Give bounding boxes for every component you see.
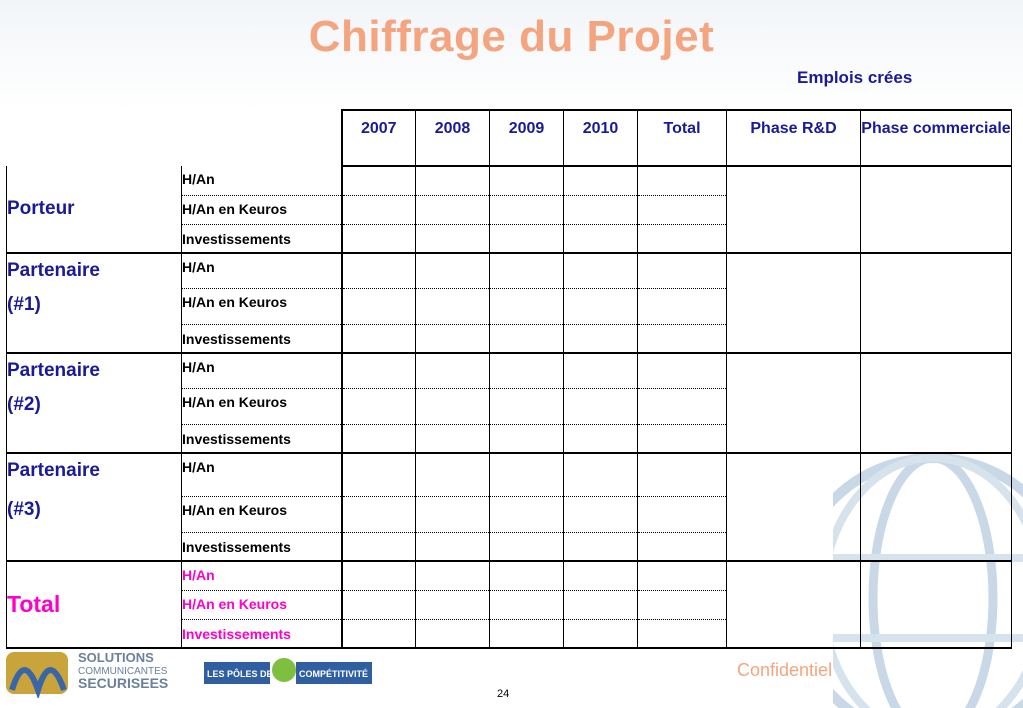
- row-label: Investissements: [182, 424, 342, 453]
- row-label: H/An: [182, 253, 342, 288]
- value-cell[interactable]: [490, 195, 564, 224]
- value-cell[interactable]: [490, 453, 564, 496]
- value-cell[interactable]: [416, 353, 490, 388]
- row-label: Investissements: [182, 619, 342, 648]
- group-label-text: Partenaire: [7, 460, 100, 481]
- group-label: [7, 253, 182, 353]
- value-cell[interactable]: [564, 288, 638, 324]
- value-cell[interactable]: [490, 353, 564, 388]
- value-cell[interactable]: [490, 532, 564, 561]
- table-row: [7, 166, 1012, 195]
- phase-commerciale-cell[interactable]: [861, 561, 1012, 648]
- row-label: Investissements: [182, 224, 342, 253]
- value-cell[interactable]: [490, 619, 564, 648]
- value-cell[interactable]: [342, 195, 416, 224]
- value-cell[interactable]: [638, 195, 727, 224]
- logo1-line-2: COMMUNICANTES: [78, 666, 168, 677]
- value-cell[interactable]: [490, 166, 564, 195]
- value-cell[interactable]: [416, 496, 490, 532]
- value-cell[interactable]: [416, 532, 490, 561]
- value-cell[interactable]: [638, 253, 727, 288]
- value-cell[interactable]: [638, 224, 727, 253]
- row-label: Investissements: [182, 532, 342, 561]
- group-label-text: Partenaire: [7, 360, 100, 381]
- table-row: [7, 253, 1012, 288]
- value-cell[interactable]: [342, 166, 416, 195]
- group-label: [7, 453, 182, 561]
- group-label-text: Total: [7, 591, 61, 617]
- value-cell[interactable]: [416, 619, 490, 648]
- value-cell[interactable]: [490, 561, 564, 590]
- value-cell[interactable]: [490, 324, 564, 353]
- column-header: Phase R&D: [727, 110, 861, 166]
- phase-rd-cell[interactable]: [727, 166, 861, 253]
- column-header: 2007: [342, 110, 416, 166]
- value-cell[interactable]: [342, 224, 416, 253]
- value-cell[interactable]: [490, 253, 564, 288]
- group-label: [7, 353, 182, 453]
- value-cell[interactable]: [416, 288, 490, 324]
- value-cell[interactable]: [638, 532, 727, 561]
- row-label: H/An: [182, 453, 342, 496]
- value-cell[interactable]: [564, 324, 638, 353]
- value-cell[interactable]: [564, 224, 638, 253]
- column-header: Phase commerciale: [861, 110, 1012, 166]
- value-cell[interactable]: [564, 195, 638, 224]
- logo1-line-1: SOLUTIONS: [78, 650, 154, 665]
- value-cell[interactable]: [638, 324, 727, 353]
- value-cell[interactable]: [564, 253, 638, 288]
- value-cell[interactable]: [416, 166, 490, 195]
- value-cell[interactable]: [490, 590, 564, 619]
- value-cell[interactable]: [342, 324, 416, 353]
- value-cell[interactable]: [638, 496, 727, 532]
- value-cell[interactable]: [490, 224, 564, 253]
- group-label: [7, 166, 182, 253]
- phase-rd-cell[interactable]: [727, 561, 861, 648]
- column-header: Total: [638, 110, 727, 166]
- value-cell[interactable]: [342, 561, 416, 590]
- value-cell[interactable]: [342, 288, 416, 324]
- value-cell[interactable]: [564, 353, 638, 388]
- value-cell[interactable]: [638, 590, 727, 619]
- column-header: 2008: [416, 110, 490, 166]
- value-cell[interactable]: [564, 496, 638, 532]
- solutions-communicantes-logo: [4, 646, 194, 698]
- row-label: H/An en Keuros: [182, 590, 342, 619]
- phase-rd-cell[interactable]: [727, 253, 861, 353]
- value-cell[interactable]: [342, 424, 416, 453]
- table-corner: [7, 110, 342, 166]
- table-row: [7, 561, 1012, 590]
- value-cell[interactable]: [638, 561, 727, 590]
- logo2-line-2: COMPÉTITIVITÉ: [299, 669, 369, 679]
- value-cell[interactable]: [342, 253, 416, 288]
- value-cell[interactable]: [416, 561, 490, 590]
- row-label: H/An: [182, 353, 342, 388]
- value-cell[interactable]: [490, 388, 564, 424]
- row-label: Investissements: [182, 324, 342, 353]
- logo2-line-1: LES PÔLES DE: [207, 669, 273, 679]
- page-number: 24: [497, 688, 510, 700]
- column-header: 2010: [564, 110, 638, 166]
- row-label: H/An en Keuros: [182, 288, 342, 324]
- row-label: H/An en Keuros: [182, 195, 342, 224]
- phase-commerciale-cell[interactable]: [861, 166, 1012, 253]
- phase-rd-cell[interactable]: [727, 453, 861, 561]
- value-cell[interactable]: [564, 424, 638, 453]
- group-label: [7, 561, 182, 648]
- value-cell[interactable]: [342, 619, 416, 648]
- value-cell[interactable]: [638, 619, 727, 648]
- value-cell[interactable]: [416, 224, 490, 253]
- value-cell[interactable]: [564, 590, 638, 619]
- value-cell[interactable]: [638, 288, 727, 324]
- group-label-text: Porteur: [7, 198, 75, 219]
- value-cell[interactable]: [490, 496, 564, 532]
- value-cell[interactable]: [342, 453, 416, 496]
- cost-table: [6, 109, 1012, 649]
- row-label: H/An en Keuros: [182, 388, 342, 424]
- value-cell[interactable]: [416, 453, 490, 496]
- table-row: [7, 353, 1012, 388]
- logo1-line-3: SECURISEES: [78, 675, 169, 691]
- value-cell[interactable]: [342, 388, 416, 424]
- value-cell[interactable]: [638, 166, 727, 195]
- table-body: [7, 166, 1012, 648]
- value-cell[interactable]: [342, 353, 416, 388]
- row-label: H/An: [182, 166, 342, 195]
- value-cell[interactable]: [416, 324, 490, 353]
- value-cell[interactable]: [638, 353, 727, 388]
- group-label-text: (#1): [7, 294, 41, 315]
- value-cell[interactable]: [564, 166, 638, 195]
- value-cell[interactable]: [564, 619, 638, 648]
- phase-rd-cell[interactable]: [727, 353, 861, 453]
- group-label-text: (#2): [7, 394, 41, 415]
- value-cell[interactable]: [564, 453, 638, 496]
- value-cell[interactable]: [342, 532, 416, 561]
- value-cell[interactable]: [490, 424, 564, 453]
- page-title: Chiffrage du Projet: [308, 12, 715, 61]
- confidential-label: Confidentiel: [737, 660, 833, 680]
- value-cell[interactable]: [638, 388, 727, 424]
- phase-commerciale-cell[interactable]: [861, 253, 1012, 353]
- value-cell[interactable]: [342, 496, 416, 532]
- value-cell[interactable]: [638, 424, 727, 453]
- column-header: 2009: [490, 110, 564, 166]
- poles-competitivite-logo: [204, 658, 374, 692]
- value-cell[interactable]: [564, 532, 638, 561]
- phase-commerciale-cell[interactable]: [861, 353, 1012, 453]
- group-label-text: (#3): [7, 499, 41, 520]
- group-label-text: Partenaire: [7, 260, 100, 281]
- value-cell[interactable]: [416, 424, 490, 453]
- page-subtitle: Emplois crées: [797, 68, 913, 87]
- value-cell[interactable]: [416, 388, 490, 424]
- value-cell[interactable]: [638, 453, 727, 496]
- value-cell[interactable]: [342, 590, 416, 619]
- value-cell[interactable]: [490, 288, 564, 324]
- row-label: H/An: [182, 561, 342, 590]
- value-cell[interactable]: [416, 590, 490, 619]
- table-row: [7, 453, 1012, 496]
- value-cell[interactable]: [564, 561, 638, 590]
- row-label: H/An en Keuros: [182, 496, 342, 532]
- value-cell[interactable]: [416, 195, 490, 224]
- value-cell[interactable]: [564, 388, 638, 424]
- value-cell[interactable]: [416, 253, 490, 288]
- phase-commerciale-cell[interactable]: [861, 453, 1012, 561]
